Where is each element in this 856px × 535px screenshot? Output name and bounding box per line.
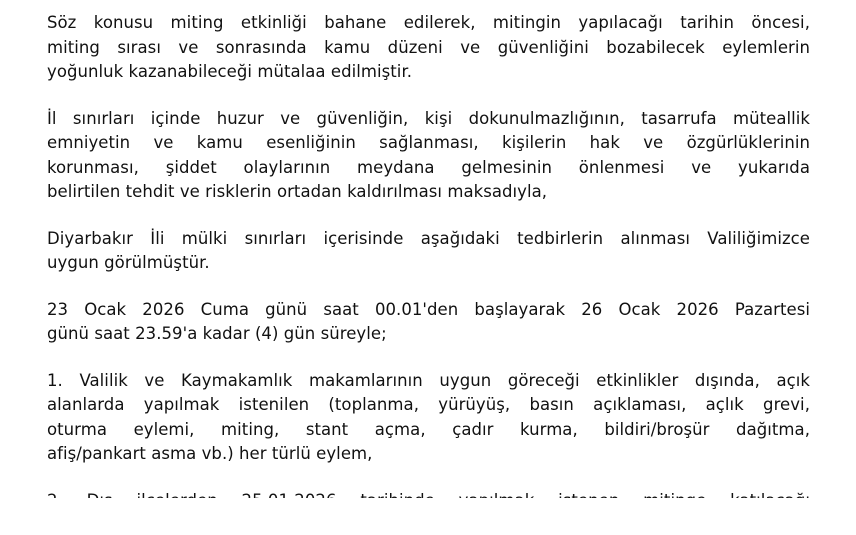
text-line: yoğunluk kazanabileceği mütalaa edilmiştir. bbox=[47, 62, 413, 81]
text-line: 23 Ocak 2026 Cuma günü saat 00.01'den başlayarak 26 Ocak 2026 Pazartesi bbox=[47, 299, 810, 319]
text-line: belirtilen tehdit ve risklerin ortadan kaldırılması maksadıyla, bbox=[47, 182, 548, 201]
text-line: uygun görülmüştür. bbox=[47, 253, 210, 272]
text-line: korunması, şiddet olaylarının meydana gelmesinin önlenmesi ve yukarıda bbox=[47, 157, 810, 177]
page-bottom-edge bbox=[0, 498, 856, 511]
paragraph-2 bbox=[47, 107, 810, 205]
text-line: miting sırası ve sonrasında kamu düzeni ve güvenliğini bozabilecek eylemlerin bbox=[47, 37, 810, 57]
paragraph-5 bbox=[47, 369, 810, 467]
text-line: Diyarbakır İli mülki sınırları içerisinde aşağıdaki tedbirlerin alınması Valiliğimizce bbox=[47, 228, 810, 248]
text-line: oturma eylemi, miting, stant açma, çadır kurma, bildiri/broşür dağıtma, bbox=[47, 419, 810, 439]
paragraph-1 bbox=[47, 11, 810, 85]
paragraph-3 bbox=[47, 227, 810, 276]
document-body bbox=[47, 11, 810, 535]
text-line: günü saat 23.59'a kadar (4) gün süreyle; bbox=[47, 324, 387, 343]
text-line: afiş/pankart asma vb.) her türlü eylem, bbox=[47, 444, 373, 463]
text-line: İl sınırları içinde huzur ve güvenliğin, kişi dokunulmazlığının, tasarrufa müteallik bbox=[47, 108, 810, 128]
text-line: emniyetin ve kamu esenliğinin sağlanması, kişilerin hak ve özgürlüklerinin bbox=[47, 133, 810, 152]
paragraph-4 bbox=[47, 298, 810, 347]
text-line: alanlarda yapılmak istenilen (toplanma, yürüyüş, basın açıklaması, açlık grevi, bbox=[47, 395, 810, 414]
text-line: 1. Valilik ve Kaymakamlık makamlarının uygun göreceği etkinlikler dışında, açık bbox=[47, 370, 810, 390]
text-line: Söz konusu miting etkinliği bahane edilerek, mitingin yapılacağı tarihin öncesi, bbox=[47, 13, 810, 32]
